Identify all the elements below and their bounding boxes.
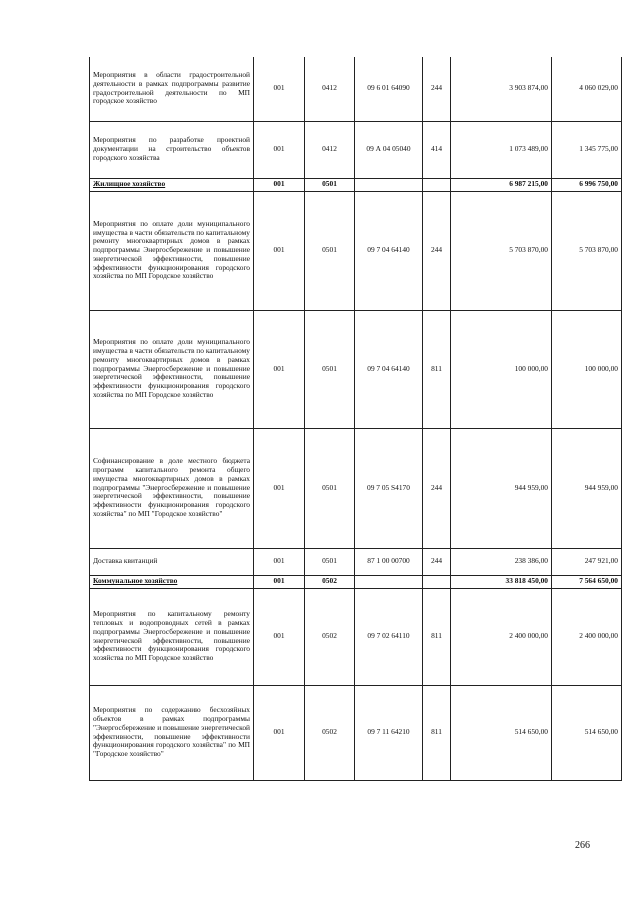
section-code: 0501 xyxy=(305,548,355,575)
target-article: 09 А 04 05040 xyxy=(355,121,423,178)
expense-type: 811 xyxy=(423,588,451,685)
sum-year-1: 944 959,00 xyxy=(451,428,552,548)
table-row xyxy=(90,548,622,575)
expense-type: 244 xyxy=(423,548,451,575)
section-code: 0501 xyxy=(305,191,355,310)
table-row xyxy=(90,178,622,191)
table-row xyxy=(90,310,622,428)
row-name: Мероприятия по оплате доли муниципального имущества в части обязательств по капитальному ремонту многоквартирных домов в рамках подпрограммы Энергосбережение и повышение энергетической эффективности, повышение эффективности функционирования городского хозяйства по МП Городское хозяйство xyxy=(90,310,254,428)
expense-type xyxy=(423,575,451,588)
table-row xyxy=(90,191,622,310)
sum-year-2: 514 650,00 xyxy=(552,685,622,780)
sum-year-2: 1 345 775,00 xyxy=(552,121,622,178)
row-name: Мероприятия по оплате доли муниципального имущества в части обязательств по капитальному ремонту многоквартирных домов в рамках подпрограммы Энергосбережение и повышение энергетической эффективности, повышение эффективности функционирования городского хозяйства по МП Городское хозяйство xyxy=(90,191,254,310)
section-code: 0412 xyxy=(305,121,355,178)
sum-year-2: 2 400 000,00 xyxy=(552,588,622,685)
target-article: 09 7 11 64210 xyxy=(355,685,423,780)
expense-type: 244 xyxy=(423,57,451,121)
table-row xyxy=(90,428,622,548)
budget-table xyxy=(89,57,622,781)
expense-type: 244 xyxy=(423,428,451,548)
sum-year-1: 5 703 870,00 xyxy=(451,191,552,310)
ved-code: 001 xyxy=(254,548,305,575)
sum-year-2: 6 996 750,00 xyxy=(552,178,622,191)
section-code: 0501 xyxy=(305,428,355,548)
row-name: Мероприятия по капитальному ремонту тепловых и водопроводных сетей в рамках подпрограммы Энергосбережение и повышение энергетической эффективности, повышение эффективности функционирования городского хозяйства по МП Городское хозяйство xyxy=(90,588,254,685)
sum-year-2: 944 959,00 xyxy=(552,428,622,548)
ved-code: 001 xyxy=(254,191,305,310)
expense-type: 414 xyxy=(423,121,451,178)
target-article: 09 7 02 64110 xyxy=(355,588,423,685)
sum-year-1: 2 400 000,00 xyxy=(451,588,552,685)
section-code: 0501 xyxy=(305,178,355,191)
expense-type: 811 xyxy=(423,685,451,780)
sum-year-2: 247 921,00 xyxy=(552,548,622,575)
ved-code: 001 xyxy=(254,588,305,685)
target-article xyxy=(355,575,423,588)
section-code: 0502 xyxy=(305,588,355,685)
expense-type xyxy=(423,178,451,191)
sum-year-2: 5 703 870,00 xyxy=(552,191,622,310)
ved-code: 001 xyxy=(254,178,305,191)
target-article xyxy=(355,178,423,191)
sum-year-1: 238 386,00 xyxy=(451,548,552,575)
target-article: 09 7 05 S4170 xyxy=(355,428,423,548)
sum-year-2: 4 060 029,00 xyxy=(552,57,622,121)
table-row xyxy=(90,588,622,685)
section-code: 0502 xyxy=(305,685,355,780)
table-row xyxy=(90,685,622,780)
table-row xyxy=(90,57,622,121)
ved-code: 001 xyxy=(254,428,305,548)
sum-year-2: 7 564 650,00 xyxy=(552,575,622,588)
expense-type: 811 xyxy=(423,310,451,428)
section-code: 0412 xyxy=(305,57,355,121)
sum-year-1: 1 073 489,00 xyxy=(451,121,552,178)
sum-year-1: 100 000,00 xyxy=(451,310,552,428)
page-number: 266 xyxy=(575,840,590,851)
sum-year-1: 514 650,00 xyxy=(451,685,552,780)
ved-code: 001 xyxy=(254,57,305,121)
target-article: 09 6 01 64090 xyxy=(355,57,423,121)
row-name: Мероприятия по разработке проектной документации на строительство объектов городского хозяйства xyxy=(90,121,254,178)
expense-type: 244 xyxy=(423,191,451,310)
row-name: Коммунальное хозяйство xyxy=(90,575,254,588)
row-name: Мероприятия по содержанию бесхозяйных объектов в рамках подпрограммы "Энергосбережение и повышение энергетической эффективности, повышение эффективности функционирования городского хозяйства" по МП "Городское хозяйство" xyxy=(90,685,254,780)
sum-year-1: 3 903 874,00 xyxy=(451,57,552,121)
row-name: Доставка квитанций xyxy=(90,548,254,575)
target-article: 09 7 04 64140 xyxy=(355,310,423,428)
sum-year-2: 100 000,00 xyxy=(552,310,622,428)
row-name: Жилищное хозяйство xyxy=(90,178,254,191)
row-name: Софинансирование в доле местного бюджета программ капитального ремонта общего имущества многоквартирных домов в рамках подпрограммы "Энергосбережение и повышение энергетической эффективности, повышение эффективности функционирования городского хозяйства" по МП "Городское хозяйство" xyxy=(90,428,254,548)
section-code: 0501 xyxy=(305,310,355,428)
sum-year-1: 33 818 450,00 xyxy=(451,575,552,588)
ved-code: 001 xyxy=(254,575,305,588)
sum-year-1: 6 987 215,00 xyxy=(451,178,552,191)
ved-code: 001 xyxy=(254,121,305,178)
target-article: 09 7 04 64140 xyxy=(355,191,423,310)
ved-code: 001 xyxy=(254,685,305,780)
table-row xyxy=(90,121,622,178)
target-article: 87 1 00 00700 xyxy=(355,548,423,575)
table-row xyxy=(90,575,622,588)
row-name: Мероприятия в области градостроительной деятельности в рамках подпрограммы развитие градостроительной деятельности по МП городское хозяйство xyxy=(90,57,254,121)
section-code: 0502 xyxy=(305,575,355,588)
ved-code: 001 xyxy=(254,310,305,428)
